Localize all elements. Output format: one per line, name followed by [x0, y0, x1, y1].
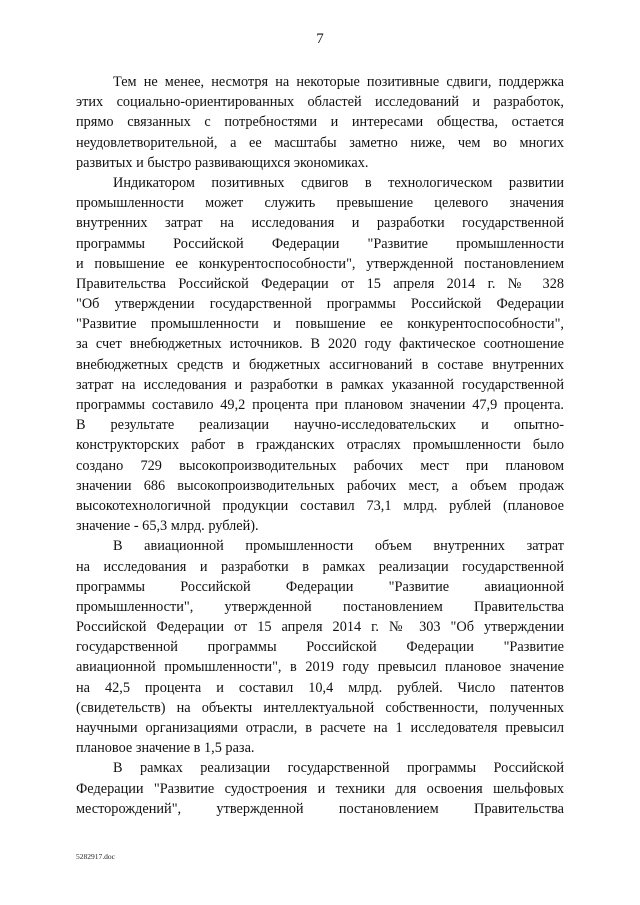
text-line: внебюджетных средств и бюджетных ассигнований в составе внутренних [76, 356, 564, 373]
text-line: Правительства Российской Федерации от 15 апреля 2014 г. № 328 [76, 275, 564, 292]
text-line: конструкторских работ в гражданских отраслях промышленности было [76, 437, 564, 454]
page-number: 7 [316, 31, 324, 47]
text-line: программы составило 49,2 процента при плановом значении 47,9 процента. [76, 397, 564, 413]
text-line: программы Российской Федерации "Развитие промышленности [76, 235, 564, 252]
text-line: создано 729 высокопроизводительных рабочих мест при плановом [76, 457, 564, 474]
text-line: плановое значение в 1,5 раза. [76, 740, 255, 757]
text-line: Российской Федерации от 15 апреля 2014 г. № 303 "Об утверждении [76, 619, 564, 636]
text-line: государственной программы Российской Федерации "Развитие [76, 639, 564, 656]
text-line: за счет внебюджетных источников. В 2020 году фактическое соотношение [76, 336, 564, 353]
paragraph [76, 536, 564, 758]
paragraph [76, 173, 564, 536]
text-line: промышленности", утвержденной постановлением Правительства [76, 598, 564, 615]
text-line: В результате реализации научно-исследовательских и опытно- [76, 417, 564, 434]
text-line: неудовлетворительной, а ее масштабы заметно ниже, чем во многих [76, 134, 564, 151]
text-line: на 42,5 процента и составил 10,4 млрд. рублей. Число патентов [76, 679, 564, 696]
text-line: прямо связанных с потребностями и интересами общества, остается [76, 114, 564, 131]
file-name-footer: 5282917.doc [76, 852, 115, 861]
text-line: "Об утверждении государственной программы Российской Федерации [76, 296, 564, 313]
text-line: месторождений", утвержденной постановлением Правительства [76, 800, 564, 817]
text-line: "Развитие промышленности и повышение ее конкурентоспособности", [76, 316, 564, 333]
text-line: Индикатором позитивных сдвигов в технологическом развитии [113, 174, 564, 191]
text-line: (свидетельств) на объекты интеллектуальной собственности, полученных [76, 699, 564, 716]
paragraph [76, 72, 564, 173]
text-line: высокотехнологичной продукции составил 73,1 млрд. рублей (плановое [76, 497, 564, 514]
text-line: развитых и быстро развивающихся экономиках. [76, 154, 369, 171]
text-line: научными организациями отрасли, в расчете на 1 исследователя превысил [76, 720, 564, 736]
text-line: В рамках реализации государственной программы Российской [113, 760, 564, 777]
text-line: авиационной промышленности", в 2019 году превысил плановое значение [76, 659, 564, 676]
text-line: промышленности может служить превышение целевого значения [76, 195, 564, 212]
text-line: на исследования и разработки в рамках реализации государственной [76, 558, 564, 575]
paragraph [76, 758, 564, 819]
text-line: Федерации "Развитие судостроения и техники для освоения шельфовых [76, 780, 564, 797]
text-line: Тем не менее, несмотря на некоторые позитивные сдвиги, поддержка [113, 74, 564, 90]
text-line: значении 686 высокопроизводительных рабочих мест, а объем продаж [76, 477, 564, 494]
text-line: и повышение ее конкурентоспособности", утвержденной постановлением [76, 255, 564, 272]
text-line: затрат на исследования и разработки в рамках указанной государственной [76, 376, 564, 393]
text-line: этих социально-ориентированных областей исследований и разработок, [76, 94, 564, 111]
text-line: программы Российской Федерации "Развитие авиационной [76, 578, 564, 595]
text-line: внутренних затрат на исследования и разработки государственной [76, 215, 564, 232]
document-body [76, 72, 564, 819]
text-line: значение - 65,3 млрд. рублей). [76, 518, 259, 535]
text-line: В авиационной промышленности объем внутренних затрат [113, 538, 564, 555]
